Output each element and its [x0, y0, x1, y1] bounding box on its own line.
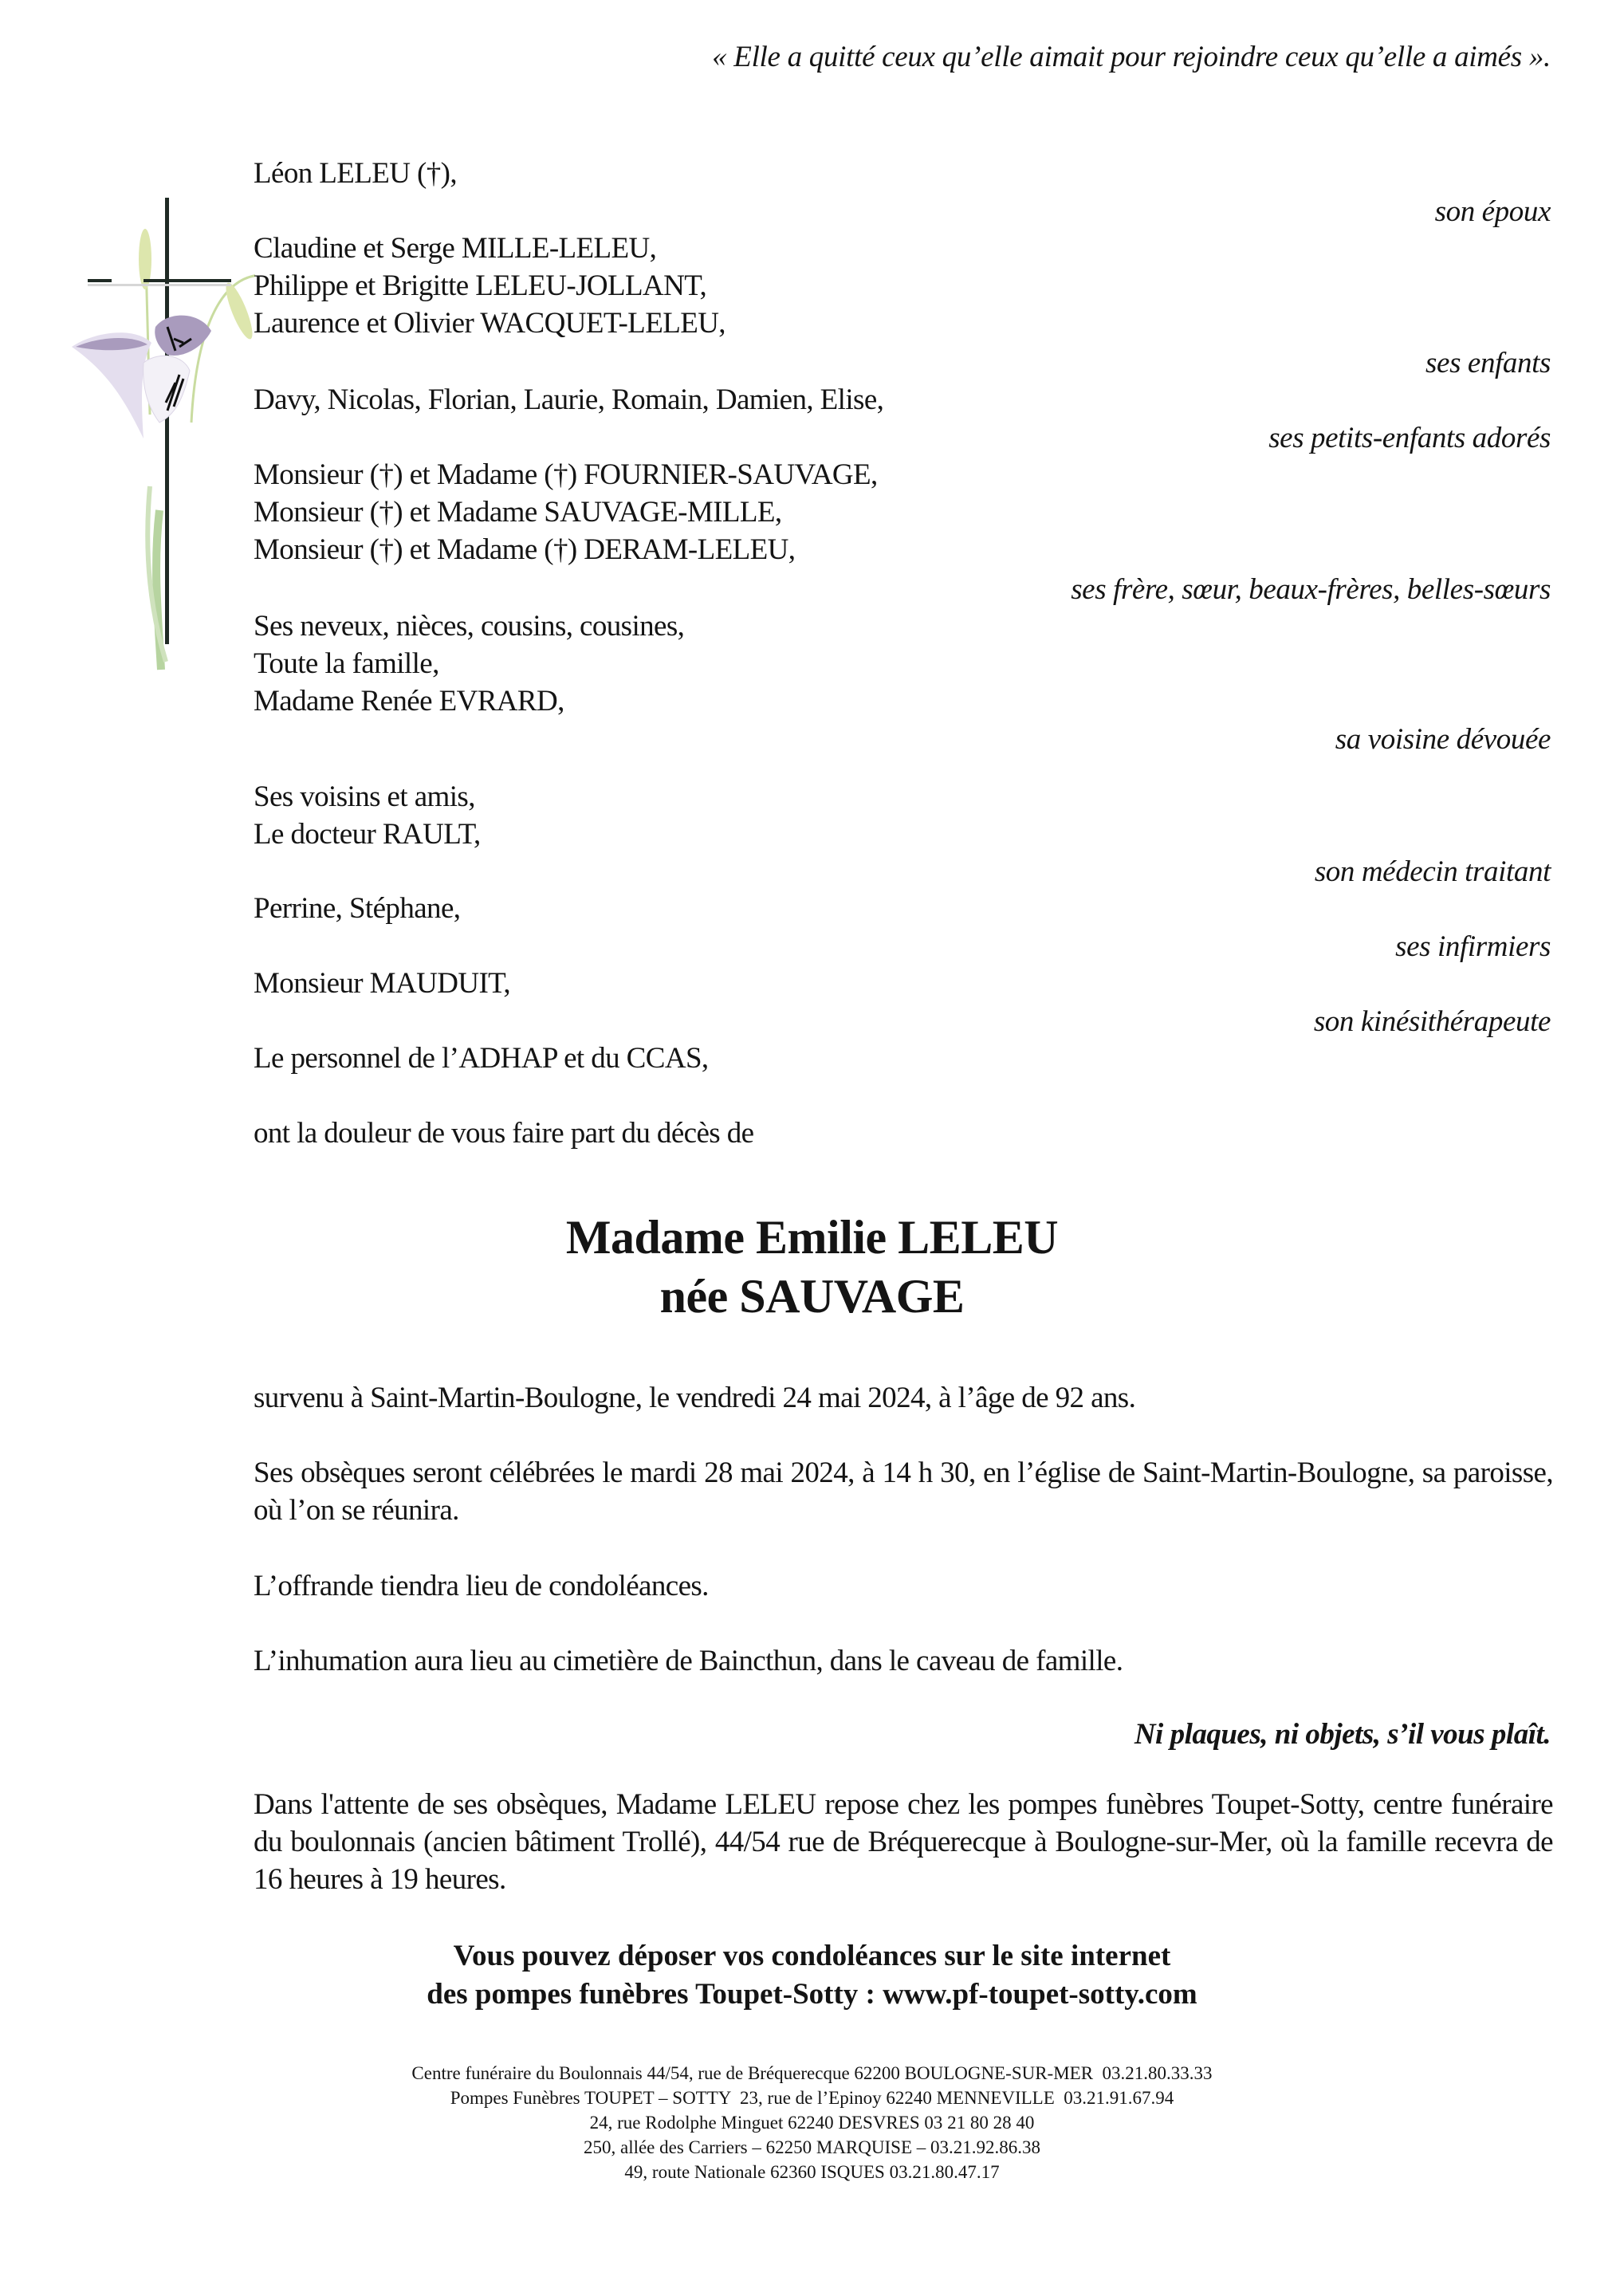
wheat-ear-icon — [221, 280, 255, 341]
announcement-intro: ont la douleur de vous faire part du décès de — [254, 1117, 754, 1150]
address-line: Centre funéraire du Boulonnais 44/54, rue de Bréquerecque 62200 BOULOGNE-SUR-MER 03.21.80.33.33 — [411, 2063, 1213, 2083]
spouse-relation: son époux — [1434, 195, 1551, 228]
funeral-home-addresses — [0, 2061, 1624, 2184]
grandchildren-relation: ses petits-enfants adorés — [1268, 422, 1551, 454]
deceased-name: Madame Emilie LELEU — [565, 1211, 1059, 1264]
neighbor-relation: sa voisine dévouée — [1335, 723, 1551, 756]
children-relation: ses enfants — [1425, 347, 1551, 379]
cross-with-calla-lilies-icon — [64, 183, 255, 678]
extended-family-list — [254, 607, 684, 720]
condolences-note — [0, 1937, 1624, 2014]
extended-entry: Ses neveux, nièces, cousins, cousines, — [254, 610, 685, 643]
children-list — [254, 230, 725, 342]
cross-shadow-icon — [88, 284, 231, 286]
address-line: 250, allée des Carriers – 62250 MARQUISE – 03.21.92.86.38 — [583, 2137, 1040, 2157]
burial-details: L’inhumation aura lieu au cimetière de Baincthun, dans le caveau de famille. — [254, 1645, 1123, 1677]
sibling-entry: Monsieur (†) et Madame (†) DERAM-LELEU, — [254, 533, 796, 566]
grandchildren-names: Davy, Nicolas, Florian, Laurie, Romain, Damien, Elise, — [254, 383, 884, 416]
address-line: 24, rue Rodolphe Minguet 62240 DESVRES 03 21 80 28 40 — [589, 2113, 1035, 2133]
physio-name: Monsieur MAUDUIT, — [254, 967, 511, 1000]
viewing-details: Dans l'attente de ses obsèques, Madame LELEU repose chez les pompes funèbres Toupet-Sotty, centre funéraire du boulonnais (ancien bâtiment Trollé), 44/54 rue de Bréquerecque à Boulogne-sur-Mer, où la famille recevra de 16 heures à 19 heures. — [254, 1788, 1553, 1896]
calla-lily-top-icon — [155, 316, 211, 356]
friends-entry: Le docteur RAULT, — [254, 818, 481, 851]
child-entry: Claudine et Serge MILLE-LELEU, — [254, 232, 657, 265]
physio-relation: son kinésithérapeute — [1313, 1005, 1551, 1038]
deceased-maiden-name: née SAUVAGE — [659, 1270, 965, 1323]
siblings-list — [254, 456, 878, 568]
doctor-relation: son médecin traitant — [1314, 855, 1551, 888]
staff-line: Le personnel de l’ADHAP et du CCAS, — [254, 1042, 709, 1075]
condolences-line: Vous pouvez déposer vos condoléances sur le site internet — [453, 1940, 1171, 1972]
extended-entry: Madame Renée EVRARD, — [254, 685, 564, 718]
sibling-entry: Monsieur (†) et Madame SAUVAGE-MILLE, — [254, 496, 782, 529]
epigraph-quote: « Elle a quitté ceux qu’elle aimait pour rejoindre ceux qu’elle a aimés ». — [712, 41, 1551, 73]
cross-vertical-icon — [165, 198, 169, 644]
address-line: 49, route Nationale 62360 ISQUES 03.21.80.47.17 — [624, 2162, 1000, 2182]
cross-horizontal-left-icon — [88, 279, 112, 282]
friends-list — [254, 778, 481, 853]
death-details: survenu à Saint-Martin-Boulogne, le vendredi 24 mai 2024, à l’âge de 92 ans. — [254, 1382, 1136, 1414]
nurses-relation: ses infirmiers — [1395, 930, 1551, 963]
child-entry: Laurence et Olivier WACQUET-LELEU, — [254, 307, 725, 340]
no-flowers-request: Ni plaques, ni objets, s’il vous plaît. — [1134, 1718, 1551, 1751]
wheat-stalk-icon — [191, 275, 255, 423]
sibling-entry: Monsieur (†) et Madame (†) FOURNIER-SAUVAGE, — [254, 458, 878, 491]
offering-note: L’offrande tiendra lieu de condoléances. — [254, 1570, 709, 1602]
nurses-names: Perrine, Stéphane, — [254, 892, 461, 925]
friends-entry: Ses voisins et amis, — [254, 780, 475, 813]
address-line: Pompes Funèbres TOUPET – SOTTY 23, rue de l’Epinoy 62240 MENNEVILLE 03.21.91.67.94 — [450, 2088, 1174, 2108]
extended-entry: Toute la famille, — [254, 647, 439, 680]
condolences-website-line[interactable]: des pompes funèbres Toupet-Sotty : www.pf-toupet-sotty.com — [427, 1978, 1197, 2011]
spouse-name: Léon LELEU (†), — [254, 157, 458, 190]
child-entry: Philippe et Brigitte LELEU-JOLLANT, — [254, 269, 707, 302]
cross-horizontal-right-icon — [144, 279, 231, 282]
siblings-relation: ses frère, sœur, beaux-frères, belles-sœurs — [1071, 573, 1551, 606]
funeral-details: Ses obsèques seront célébrées le mardi 28 mai 2024, à 14 h 30, en l’église de Saint-Martin-Boulogne, sa paroisse, où l’on se réunira. — [254, 1457, 1553, 1527]
